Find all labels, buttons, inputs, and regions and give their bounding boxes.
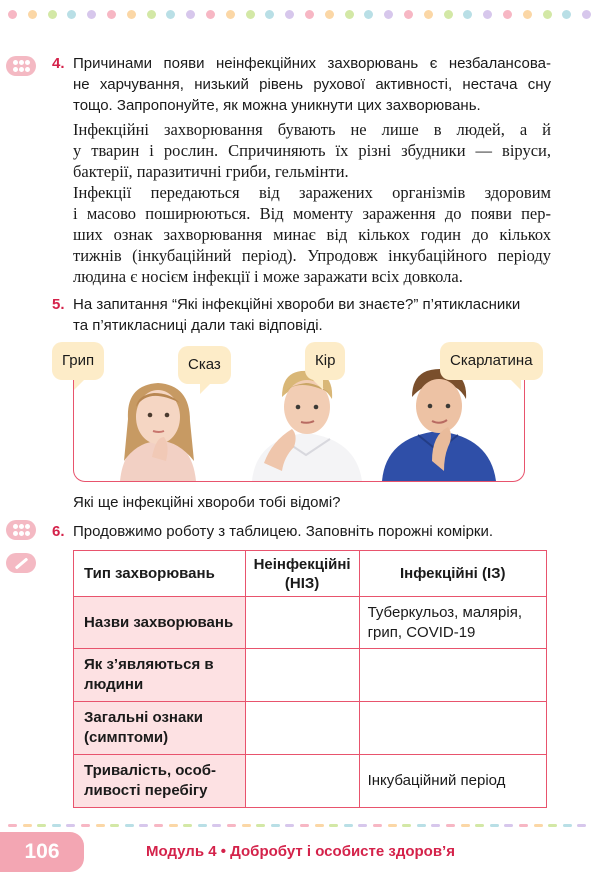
decorative-dash bbox=[504, 824, 513, 827]
decorative-dot bbox=[127, 10, 136, 19]
decorative-dash bbox=[212, 824, 221, 827]
row-label: Загальні ознаки (симптоми) bbox=[74, 702, 246, 755]
table-row bbox=[74, 755, 547, 808]
boy-white-shirt-figure bbox=[242, 363, 372, 481]
decorative-dot bbox=[404, 10, 413, 19]
decorative-dot bbox=[246, 10, 255, 19]
decorative-dash bbox=[344, 824, 353, 827]
decorative-dot bbox=[543, 10, 552, 19]
row-label: Як з’являються в людини bbox=[74, 649, 246, 702]
decorative-dash bbox=[154, 824, 163, 827]
decorative-dash bbox=[548, 824, 557, 827]
question-4-text: Причинами появи неінфекційних захворювань є незбалансова- не харчування, низький рівень рухової активності, нестача сну тощо. Запропонуйте, як можна уникнути цих захворювань. bbox=[73, 55, 551, 114]
paragraph-transmission: Інфекції передаються від заражених організмів здоровим і масово поширюються. Від моменту зараження до появи пер- ших ознак захворювання минає від кількох годин до кількох тижнів (інкубаційний період). Упродовж інкубаційного періоду людина є носієм інфекції і може заражати всіх довкола. bbox=[73, 183, 551, 286]
table-row bbox=[74, 702, 547, 755]
decorative-dash bbox=[402, 824, 411, 827]
question-4-number: 4. bbox=[52, 55, 65, 72]
decorative-dot bbox=[364, 10, 373, 19]
decorative-dash bbox=[446, 824, 455, 827]
table-header-row bbox=[74, 551, 547, 597]
decorative-dash bbox=[242, 824, 251, 827]
group-work-icon bbox=[6, 520, 36, 540]
table-row bbox=[74, 649, 547, 702]
pencil-icon bbox=[6, 553, 36, 573]
decorative-dot bbox=[28, 10, 37, 19]
decorative-dash bbox=[23, 824, 32, 827]
speech-bubble-flu: Грип bbox=[52, 342, 104, 380]
decorative-dot bbox=[166, 10, 175, 19]
table-cell-niz[interactable] bbox=[245, 597, 359, 649]
decorative-dot bbox=[582, 10, 591, 19]
table-cell-iz[interactable] bbox=[359, 702, 546, 755]
decorative-dash bbox=[52, 824, 61, 827]
decorative-dash bbox=[37, 824, 46, 827]
table-header: Інфекційні (ІЗ) bbox=[359, 551, 546, 597]
decorative-dash bbox=[475, 824, 484, 827]
decorative-dash bbox=[300, 824, 309, 827]
decorative-dot bbox=[87, 10, 96, 19]
decorative-dash bbox=[358, 824, 367, 827]
disease-comparison-table bbox=[73, 550, 547, 808]
decorative-dot bbox=[186, 10, 195, 19]
decorative-dash bbox=[256, 824, 265, 827]
decorative-dash bbox=[563, 824, 572, 827]
top-dot-border bbox=[8, 10, 592, 20]
decorative-dot bbox=[424, 10, 433, 19]
decorative-dash bbox=[125, 824, 134, 827]
decorative-dash bbox=[577, 824, 586, 827]
decorative-dash bbox=[417, 824, 426, 827]
row-label: Тривалість, осoб- ливості перебігу bbox=[74, 755, 246, 808]
decorative-dash bbox=[490, 824, 499, 827]
decorative-dot bbox=[226, 10, 235, 19]
decorative-dot bbox=[345, 10, 354, 19]
decorative-dot bbox=[523, 10, 532, 19]
paragraph-infections: Інфекційні захворювання бувають не лише в людей, а й у тварин і рослин. Спричиняють їх різні збудники — віруси, бактерії, паразитичні гриби, гельмінти. bbox=[73, 120, 551, 181]
decorative-dash bbox=[227, 824, 236, 827]
decorative-dot bbox=[562, 10, 571, 19]
table-cell-niz[interactable] bbox=[245, 649, 359, 702]
decorative-dash bbox=[96, 824, 105, 827]
decorative-dot bbox=[206, 10, 215, 19]
speech-bubble-scarlet-fever: Скарлатина bbox=[440, 342, 543, 380]
decorative-dash bbox=[388, 824, 397, 827]
decorative-dot bbox=[265, 10, 274, 19]
decorative-dash bbox=[519, 824, 528, 827]
question-6-text: Продовжимо роботу з таблицею. Заповніть порожні комірки. bbox=[73, 523, 494, 540]
running-footer-title: Модуль 4 • Добробут і особисте здоров’я bbox=[146, 843, 455, 860]
decorative-dot bbox=[325, 10, 334, 19]
decorative-dash bbox=[169, 824, 178, 827]
table-header: Неінфекційні (НІЗ) bbox=[245, 551, 359, 597]
table-cell-iz[interactable]: Туберкульоз, малярія, грип, COVID-19 bbox=[359, 597, 546, 649]
speech-bubble-measles: Кір bbox=[305, 342, 345, 380]
decorative-dash bbox=[329, 824, 338, 827]
decorative-dot bbox=[463, 10, 472, 19]
decorative-dash bbox=[431, 824, 440, 827]
decorative-dot bbox=[384, 10, 393, 19]
decorative-dash bbox=[461, 824, 470, 827]
decorative-dash bbox=[110, 824, 119, 827]
decorative-dot bbox=[483, 10, 492, 19]
row-label: Назви захворювань bbox=[74, 597, 246, 649]
question-5-text: На запитання “Які інфекційні хвороби ви знаєте?” п’ятикласники та п’ятикласниці дали такі відповіді. bbox=[73, 296, 521, 334]
decorative-dot bbox=[444, 10, 453, 19]
decorative-dash bbox=[139, 824, 148, 827]
question-5-number: 5. bbox=[52, 296, 65, 313]
decorative-dash bbox=[285, 824, 294, 827]
decorative-dot bbox=[305, 10, 314, 19]
speech-bubble-rabies: Сказ bbox=[178, 346, 231, 384]
table-cell-iz[interactable] bbox=[359, 649, 546, 702]
decorative-dot bbox=[67, 10, 76, 19]
table-row bbox=[74, 597, 547, 649]
decorative-dash bbox=[271, 824, 280, 827]
decorative-dash bbox=[315, 824, 324, 827]
decorative-dash bbox=[66, 824, 75, 827]
table-cell-iz[interactable]: Інкубаційний період bbox=[359, 755, 546, 808]
table-cell-niz[interactable] bbox=[245, 702, 359, 755]
decorative-dot bbox=[147, 10, 156, 19]
table-header: Тип захворювань bbox=[74, 551, 246, 597]
group-work-icon bbox=[6, 56, 36, 76]
question-5-followup: Які ще інфекційні хвороби тобі відомі? bbox=[73, 494, 341, 511]
decorative-dash bbox=[8, 824, 17, 827]
question-6-number: 6. bbox=[52, 523, 65, 540]
page-number: 106 bbox=[0, 832, 84, 872]
decorative-dot bbox=[8, 10, 17, 19]
decorative-dot bbox=[285, 10, 294, 19]
decorative-dash bbox=[81, 824, 90, 827]
table-cell-niz[interactable] bbox=[245, 755, 359, 808]
decorative-dash bbox=[534, 824, 543, 827]
footer-dash-border bbox=[8, 824, 592, 827]
decorative-dot bbox=[107, 10, 116, 19]
decorative-dot bbox=[503, 10, 512, 19]
decorative-dash bbox=[198, 824, 207, 827]
decorative-dash bbox=[373, 824, 382, 827]
decorative-dash bbox=[183, 824, 192, 827]
decorative-dot bbox=[48, 10, 57, 19]
